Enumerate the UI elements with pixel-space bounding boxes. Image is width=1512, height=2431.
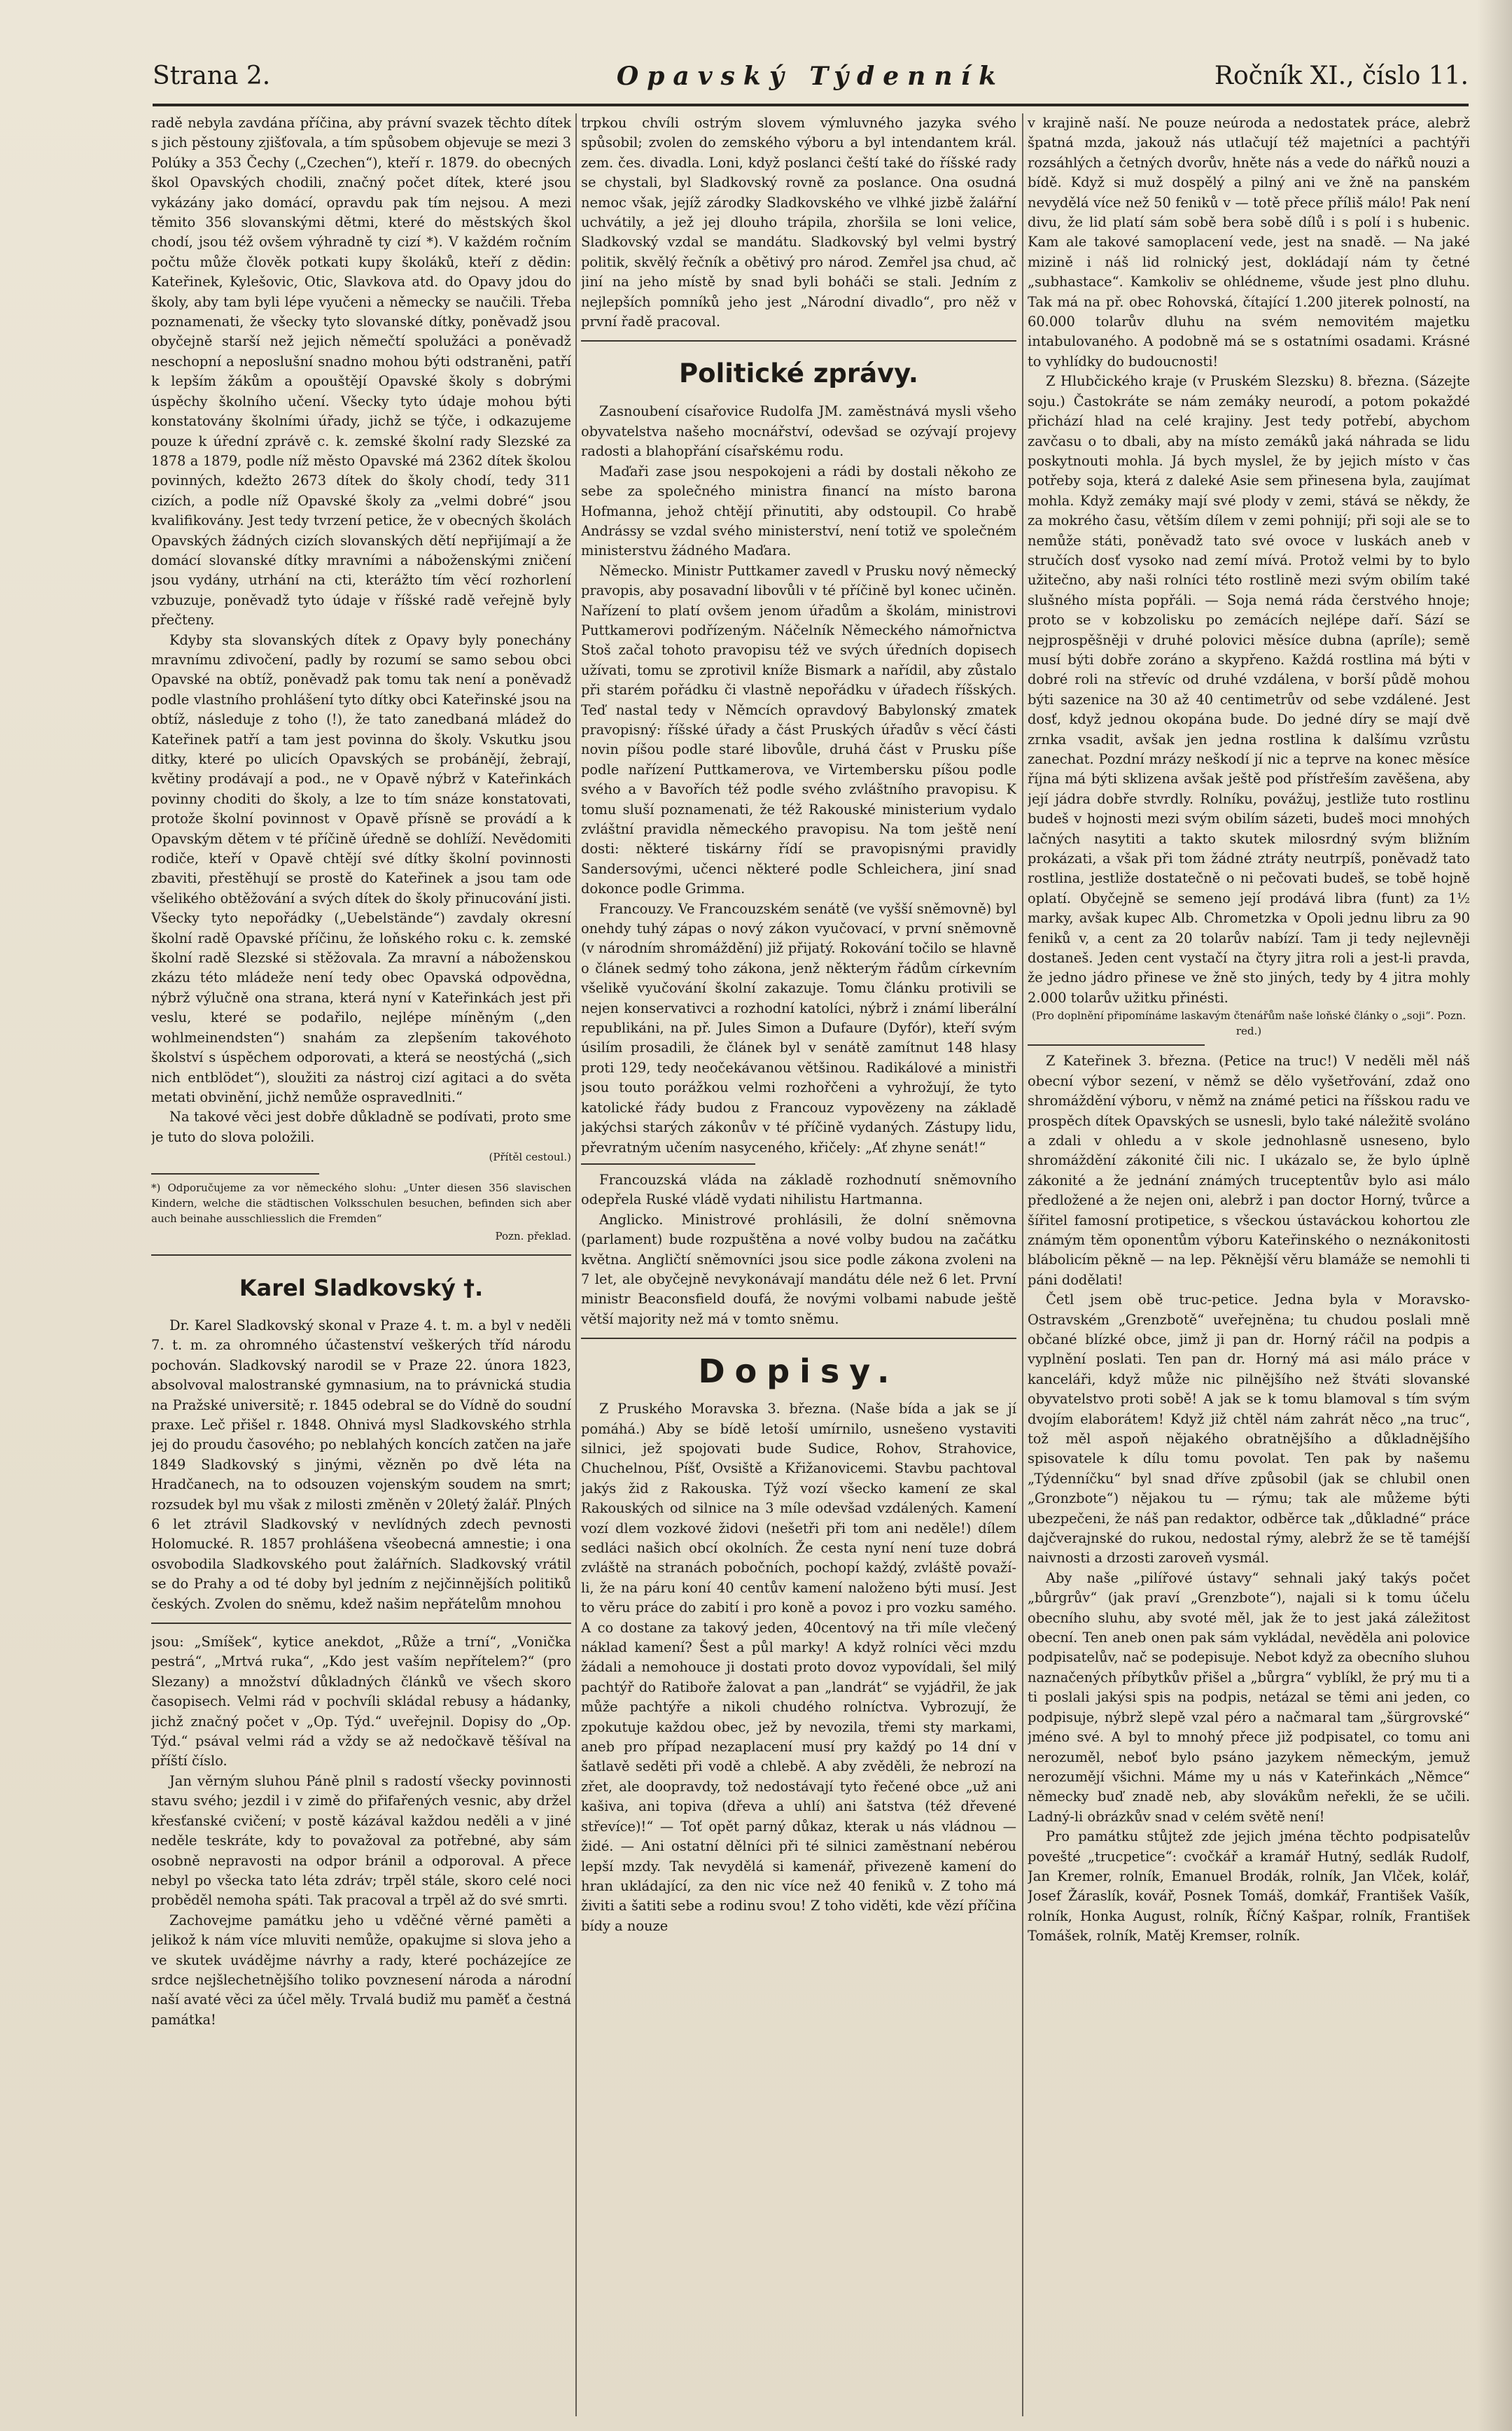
column-right: [1028, 113, 1470, 2416]
page-header: [153, 49, 1469, 109]
translator-note: Pozn. překlad.: [495, 1229, 571, 1242]
section-rule: [581, 1338, 1016, 1339]
footnote-rule: [151, 1173, 319, 1175]
article-paragraph: Zasnoubení císařovice Rudolfa JM. zaměstnává mysli všeho obyvatelstva našeho mocnářství, odevšad se ozývají projevy radosti a blahopřání císařskému rodu.: [581, 403, 1016, 460]
paragraph-rule: [1028, 1044, 1205, 1046]
article-paragraph: Z Hlubčického kraje (v Pruském Slezsku) 8. března. (Sázejte soju.) Častokráte se nám zemáky neurodí, a potom pokaždé přichází hlad na celé krajiny. Jest tedy potřebí, abychom zavčasu o to dbali, aby na místo zemáků jaká náhrada se lidu poskytnouti mohla. Já bych myslel, že by jejich místo v čas potřeby soja, která z daleké Asie sem přinesena byla, zaujímat mohla. Když zemáky mají své plody v zemi, stává se někdy, že za mokrého času, větším dílem v zemi pohnijí; při soji ale se to nemůže státi, poněvadž tato své ovoce v luskách aneb v stručích dosť vysoko nad zemí mívá. Protož velmi by to bylo užitečno, aby naši rolníci této rostlině mezi svým obilím také slušného místa popřáli. — Soja nemá ráda čerstvého hnoje; proto se v kobzolisku po zemácích nejlépe daří. Sází se nejprospěšněji v druhé polovici měsíce dubna (apríle); semě musí býti dobře zoráno a skypřeno. Každá rostlina má býti v dobré roli na střevíc od druhé vzdálena, v borší půdě mohou býti sazenice na 30 až 40 centimetrův od sebe vzdálené. Jest dosť, když jednou okopána bude. Do jedné díry se mají dvě zrnka vsadit, avšak jen jedna rostlina k dalšímu vzrůstu zanechat. Pozdní mrázy neškodí jí nic a teprve na konec měsíce října má býti sklizena avšak ještě pod přístřeším zavěšena, aby její jádra dobře stvrdly. Rolníku, povážuj, jestliže tuto rostlinu budeš v hojnosti mezi svým obilím sázeti, budeš moci mnohých lačných nasytiti a takto skutek milosrdný svým bližním prokázati, a však při tom žádné ztráty neutrpíš, poněvadž tato rostlina, jestliže dostatečně o ni pečovati budeš, se tobě hojně oplatí. Obyčejně se semeno její prodává libra (funt) za 1½ marky, avšak kupec Alb. Chrometzka v Opoli jednu libru za 90 feniků v, a cent za 20 tolarův nabízí. Tam ji tedy nejlevněji dostaneš. Jeden cent vystačí na čtyry jitra roli a jest-li pravda, že jedno jádro přinese ve žně sto jiných, tedy by 4 jitra mohly 2.000 tolarův užitku přinésti.: [1028, 373, 1470, 1006]
editorial-note: (Pro doplnění připomínáme laskavým čtenářům naše loňské články o „soji“. Pozn. red.): [1031, 1009, 1466, 1038]
paragraph-rule: [581, 1163, 755, 1165]
column-divider: [1022, 113, 1023, 2416]
article-paragraph: Z Pruského Moravska 3. března. (Naše bída a jak se jí pomáhá.) Aby se bídě letoší umírnilo, usnešeno vystaviti silnici, jež spojovati bude Sudice, Rohov, Strahovice, Chuchelnou, Píšť, Ovsiště a Křižanovicemi. Stavbu pachtoval jakýs žid z Rakouska. Týž vozí všecko kamení ze skal Rakouských od silnice na 3 míle odevšad vzdálených. Kamení vozí dlem vozkové židovi (nešetři při tom ani neděle!) dílem sedláci našich obcí okolních. Že cesta nyní není tuze dobrá zvláště na stranách pobočních, pochopí každý, zvláště považí-li, že na páru koní 40 centův kamení naloženo býti musí. Jest to věru práce do zabití i pro koně a povoz i pro vozku samého. A co dostane za takový jeden, 40centový na tři míle vlečený náklad kamení? Šest a půl marky! A když rolníci věci mzdu žádali a nemohouce ji dostati proto dovoz vypovídali, šel milý pachtýř do Ratiboře žalovat a pan „landrát“ se vyjádřil, že jak může pachtýře a nikoli chudého rolníctva. Vybrozují, že zpokutuje každou obec, jež by nevozila, třemi sty markami, aneb pro případ nezaplacení musí pry každý po 14 dní v šatlavě seděti při vodě a chlebě. A aby zvěděli, že nebrozí na zřet, ale doopravdy, tož nedostávají tyto řečené obce „už ani kašiva, ani topiva (dřeva a uhlí) ani šatstva (též dřevené střevíce)!“ — Toť opět parný důkaz, kterak u nás vládnou — židé. — Ani ostatní dělníci při té silnici zaměstnaní nebérou lepší mzdy. Tak nevydělá si kamenář, přivezeně kamení do hran ukládající, za den nic více než 40 feniků v. Z toho má živiti a šatiti sebe a rodinu svou! Z toho viděti, kde vězí příčina bídy a nouze: [581, 1401, 1016, 1934]
column-left: [151, 113, 571, 2416]
article-paragraph: v krajině naší. Ne pouze neúroda a nedostatek práce, alebrž špatná mzda, jakouž nás utlačují též majetníci a pachtýři rozsáhlých a četných dvorův, hněte nás a vede do nářků nouzi a bídě. Když si muž dospělý a pilný ani ve žně na panském nevydělá více než 50 feniků v — totě přece příliš málo! Pak není divu, že lid platí sám sobě bera sobě dílů i s polí i s hubenic. Kam ale takové samoplacení vede, jest na snadě. — Na jaké mizině i náš lid rolnický jest, dokládají nám ty četné „subhastace“. Kamkoliv se ohlédneme, všude jest plno dluhu. Tak má na př. obec Rohovská, čítající 1.200 jiterek polností, na 60.000 tolarův dluhu na svém nemovitém majetku intabulovaného. A podobně má se s ostatními osadami. Krásné to vyhlídky do budoucnosti!: [1028, 115, 1470, 370]
column-divider: [575, 113, 577, 2416]
section-title-politics: Politické zprávy.: [679, 358, 918, 389]
article-paragraph: Německo. Ministr Puttkamer zavedl v Prusku nový německý pravopis, aby posavadní libovůli v té příčině byl konec učiněn. Nařízení to platí ovšem jenom úřadům a školám, ministrovi Puttkamerovi podřízeným. Náčelník Německého námořnictva Stoš začal tohoto pravopisu též ve svých úředních dopisech užívati, tomu se zprotivil kníže Bismark a nařídil, aby zůstalo při starém pořádku či vlastně nepořádku v úřadech říšských. Teď nastal tedy v Němcích opravdový Babylonský zmatek pravopisný: říšské úřady a část Pruských úřadův s věcí části novin píšou podle staré libovůle, druhá část v Prusku píše podle nařízení Puttkamerova, ve Virtembersku píšou podle svého a v Bavořích též podle svého zvláštního pravopisu. K tomu sluší poznamenati, že též Rakouské ministerium vydalo zvláštní pravidla německého pravopisu. Na tom ještě není dosti: některé tiskárny řídí se pravopisnými pravidly Sandersovými, učenci některé podle Schleichera, jiní snad dokonce podle Grimma.: [581, 562, 1016, 897]
article-paragraph: Pro památku stůjtež zde jejich jména těchto podpisatelův povešté „trucpetice“: cvočkář a kramář Hutný, sedlák Rudolf, Jan Kremer, rolník, Emanuel Brodák, rolník, Jan Vlček, kolář, Josef Žáraslík, kovář, Posnek Tomáš, domkář, František Vašík, rolník, Honka August, rolník, Říčný Kašpar, rolník, František Tomášek, rolník, Matěj Kremser, rolník.: [1028, 1828, 1470, 1945]
article-paragraph: jsou: „Smíšek“, kytice anekdot, „Růže a trní“, „Vonička pestrá“, „Mrtvá ruka“, „Kdo jest vaším nepřítelem?“ (pro Slezany) a množství důkladných článků ve všech skoro časopisech. Velmi rád v pochvíli skládal rebusy a hádanky, jichž značný počet v „Op. Týd.“ uveřejnil. Dopisy do „Op. Týd.“ psával velmi rád a vždy se až nedočkavě těšíval na příští číslo.: [151, 1634, 571, 1770]
paper-title: Opavský Týdenník: [616, 62, 1005, 91]
article-paragraph: Maďaři zase jsou nespokojeni a rádi by dostali někoho ze sebe za společného ministra financí na místo barona Hofmanna, jehož chtějí přinutiti, aby odstoupil. Co hrabě Andrássy se vzdal svého ministerství, není totiž ve společném ministerstvu žádného Maďara.: [581, 463, 1016, 559]
column-middle: [581, 113, 1016, 2416]
section-title-sladkovsky: Karel Sladkovský †.: [239, 1274, 484, 1301]
section-rule: [151, 1623, 571, 1624]
article-paragraph: Dr. Karel Sladkovský skonal v Praze 4. t. m. a byl v neděli 7. t. m. za ohromného účastenství veškerých tříd národu pochován. Sladkovský narodil se v Praze 22. února 1823, absolvoval malostranské gymnasium, na to právnická studia na Pražské universitě; r. 1845 odebral se do Vídně do soudní praxe. Leč přišel r. 1848. Ohnivá mysl Sladkovského strhla jej do proudu časového; po neblahých koncích zatčen na jaře 1849 Sladkovský s jinými, vězněn po dvě léta na Hradčanech, na to odsouzen vojenským soudem na smrt; rozsudek byl mu však z milosti změněn v 20letý žalář. Plných 6 let ztrávil Sladkovský v nevlídných zdech pevnosti Holomucké. R. 1857 prohlášena všeobecná amnestie; i ona osvobodila Sladkovského pout žalářních. Sladkovský vrátil se do Prahy a od té doby byl jedním z nejčinnějších politiků českých. Zvolen do sněmu, kdež našim nepřátelům mnohou: [151, 1317, 571, 1612]
article-paragraph: Anglicko. Ministrové prohlásili, že dolní sněmovna (parlament) bude rozpuštěna a nové volby budou na začátku května. Angličtí sněmovníci jsou sice podle zákona zvoleni na 7 let, ale obyčejně nevykonávají mandátu déle než 6 let. První ministr Beaconsfield doufá, že novými volbami nabude ještě větší majority než má v tomto sněmu.: [581, 1211, 1016, 1327]
article-paragraph: Aby naše „pilířové ústavy“ sehnali jaký takýs počet „bůrgrův“ (jak praví „Grenzbote“), najali si k tomu účelu obecního sluhu, aby svoté měl, jak že to jest jaká záležitost obecní. Ten aneb onen pak sám vykládal, nevěděla ani polovice podpisatelův, nač se podepisuje. Nebot když za obecního sluhou naznačených příbytkův přišel a „bůrgra“ vyblíkl, že prý mu ti a ti poslali jakýsi spis na podpis, netázal se těmi ani jeden, co podpisuje, nýbrž slepě vzal péro a načmaral tam „šürgrovské“ jméno své. A byl to mnohý přece již podpisatel, co tomu ani nerozuměl, neboť bylo psáno jazykem německým, jemuž nerozumějí všichni. Máme my u nás v Kateřinkách „Němce“ německy buď znadě neb, aby slovákům neřekli, že se učili. Ladný-li obrázkův snad v celém světě není!: [1028, 1569, 1470, 1825]
article-paragraph: trpkou chvíli ostrým slovem výmluvného jazyka svého spůsobil; zvolen do zemského výboru a byl intendantem král. zem. čes. divadla. Loni, když poslanci čeští také do říšské rady se chystali, byl Sladkovský rovně za poslance. Ona osudná nemoc však, jejíž zárodky Sladkovského ve vlhké jizbě žalářní uchvátily, a jež jej dlouho trápila, zhoršila se loni velice, Sladkovský vzdal se mandátu. Sladkovský byl velmi bystrý politik, skvělý řečník a obětivý pro národ. Zemřel jsa chud, ač jiní na jeho místě by snad byli boháči se stali. Jedním z nejlepších pomníků jeho jest „Národní divadlo“, pro něž v první řadě pracoval.: [581, 115, 1016, 330]
volume-label: Ročník XI., číslo 11.: [1214, 62, 1469, 90]
article-paragraph: Na takové věci jest dobře důkladně se podívati, proto sme je tuto do slova položili.: [151, 1109, 571, 1145]
section-rule: [581, 340, 1016, 342]
page-edge-shadow: [1477, 0, 1512, 2431]
article-signature: (Přítěl cestoul.): [489, 1151, 571, 1164]
article-paragraph: Francouzy. Ve Francouzském senátě (ve vyšší sněmovně) byl onehdy tuhý zápas o nový zákon vyučovací, v první sněmovně (v národním shromáždění) již přijatý. Rokování točilo se hlavně o článek sedmý toho zákona, jenž některým řádům církevním všelikě vyučování školní zakazuje. Tomu článku protivili se nejen konservativci a rozhodní katolíci, nýbrž i známí liberální republikáni, na př. Jules Simon a Dufaure (Dyfór), kteří svým úsilím prosadili, že článek byl v senátě zamítnut 148 hlasy proti 129, tedy neočekávanou většinou. Radikálové a ministři jsou touto porážkou velmi rozhořčeni a vyhrožují, že tyto katolické řády budou z Francouz vypovězeny na základě jakýchsi starých zákonův v té příčině vydaných. Zástupy lidu, převratným učením nasyceného, křičely: „Ať zhyne senát!“: [581, 900, 1016, 1156]
article-paragraph: Zachovejme památku jeho u vděčné věrné paměti a jelikož k nám více mluviti nemůže, opakujme si slova jeho a ve skutek uvádějme návrhy a rady, které pocházejíce ze srdce nejšlechetnějšího toliko povznesení národa a národní naší avaté věci za účel měly. Trvalá budiž mu paměť a čestná památka!: [151, 1912, 571, 2028]
section-rule: [151, 1254, 571, 1256]
article-paragraph: Četl jsem obě truc-petice. Jedna byla v Moravsko-Ostravském „Grenzbotě“ uveřejněna; tu chudou poslali mně občané blízké obce, jimž ji pan dr. Horný ráčil na podpis a vyplnění poslati. Ten pan dr. Horný má asi málo práce v kanceláři, když může nic pilnějšího než štváti slovanské obyvatelstvo proti sobě! A jak se k tomu blamoval s tím svým dvojím elaborátem! Když již chtěl nám zahrát něco „na truc“, tož měl aspoň nějakého obratnějšího a důkladnějšího spisovatele k dílu tomu povolat. Ten pak by našemu „Týdenníčku“ byl snad dříve způsobil (jak se chlubil onen „Gronzbote“) nějakou tu — rýmu; tak ale můžeme býti ubezpečeni, že náš pan redaktor, odběrce tak „důkladné“ práce dajčverajnské do rukou, nedostal rýmy, alebrž že se tě taméjší naivnosti a drzosti zaroveň vysmál.: [1028, 1291, 1470, 1567]
footnote: *) Odporučujeme za vor německého slohu: „Unter diesen 356 slavischen Kindern, welche die städtischen Volksschulen besuchen, befinden sich aber auch beinahe ausschliesslich die Fremden“: [151, 1181, 571, 1225]
article-paragraph: Z Kateřinek 3. března. (Petice na truc!) V neděli měl náš obecní výbor sezení, v němž se dělo vyšetřování, zdaž ono shromáždění výboru, v němž na známé petici na říšskou radu ve prospěch dítek Opavských se usnesli, bylo také náležitě svoláno a zdali v ohledu a v skole jednohlasně usneseno, bylo shromáždění zákonité čili nic. I ukázalo se, že bylo úplně zákonité a že jednání známých truceptentův bylo asi málo předložené a že nejen oni, alebrž i pan doctor Horný, tvůrce a šířitel famosní protipetice, s všeckou ústaváckou kohortou zle známým těm oponentům výboru Kateřinského o neznákonitosti blábolicím pěkně — na lep. Pěknější věru blamáže se nemohli ti páni dodělati!: [1028, 1053, 1470, 1288]
article-paragraph: Jan věrným sluhou Páně plnil s radostí všecky povinnosti stavu svého; jezdil i v zimě do přifařených vesnic, aby držel křesťanské cvičení; v postě kázával každou neděli a v jiné neděle teskráte, kdy to považoval za potřebné, aby sám osobně nepravosti na odpor bránil a odporoval. A přece nebyl po všecka tato léta zdráv; trpěl stále, skoro celé noci proběděl nemoha spáti. Tak pracoval a trpěl až do své smrti.: [151, 1772, 571, 1909]
article-paragraph: Kdyby sta slovanských dítek z Opavy byly ponechány mravnímu zdivočení, padly by rozumí se samo sebou obci Opavské na obtíž, poněvadž pak tomu tak není a poněvadž podle vlastního prohlášení tyto dítky obci Kateřinské jsou na obtíž, následuje z toho (!), že tato zanedbaná mládež do Kateřinek patří a tam jest povinna do školy. Vskutku jsou ditky, které po ulicích Opavských se probánějí, žebrají, květiny prodávají a pod., ne v Opavě nýbrž v Kateřinkách povinny choditi do školy, a lze to tím snáze konstatovati, protože školní povinnost v Opavě přísně se provádí a k Opavským dětem v té příčině úředně se dohlíží. Nevědomiti rodiče, kteří v Opavě chtějí své dítky školní povinnosti zbaviti, přestěhují se prostě do Kateřinek a jsou tam ode všelikého obtěžování a svých dítek do školy přinucování jisti. Všecky tyto nepořádky („Uebelstände“) zavdaly okresní školní radě Opavské příčinu, že loňského roku c. k. zemské školní radě Slezské si stěžovala. Za mravní a náboženskou zkázu této mládeže není tedy obec Opavská odpovědna, nýbrž výlučně ona strana, která nyní v Kateřinkách jest při veslu, které se podařilo, nejlépe míněným („den wohlmeinendsten“) snahám za zlepšením takovéhoto školství s úspěchem odporovati, a která se neostýchá („sich nich entblödet“), sloužiti za nástroj cizí agitaci a do světa metati obvinění, jichž nemůže ospravedlniti.“: [151, 631, 571, 1105]
header-rule: [153, 104, 1469, 106]
article-paragraph: Francouzská vláda na základě rozhodnutí sněmovního odepřela Ruské vládě vydati nihilistu Hartmanna.: [581, 1171, 1016, 1208]
section-title-letters: Dopisy.: [698, 1352, 899, 1391]
article-paragraph: radě nebyla zavdána příčina, aby právní svazek těchto dítek s jich pěstouny zjišťovala, a tím spůsobem objevuje se mezi 3 Polúky a 353 Čechy („Czechen“), kteří r. 1879. do obecných škol Opavských chodili, značný počet dítek, které jsou vykázány jako domácí, opravdu pak tím nejsou. A mezi těmito 356 slovanskými dětmi, které do městských škol chodí, jsou též ovšem výhradně ty cizí *). V každém ročním počtu může člověk potkati kupy školáků, kteří z dědin: Kateřinek, Kylešovic, Otic, Slavkova atd. do Opavy jdou do školy, aby tam byli lépe vyučeni a německy se naučili. Třeba poznamenati, že všecky tyto slovanské dítky, poněvadž jsou obyčejně starší než jejich němečtí spolužáci a poněvadž neschopní a neposlušní snadno mohou býti odstraněni, patří k lepším žákům a opouštějí Opavské školy s dobrými úspěchy školního učení. Všecky tyto údaje mohou býti konstatovány školními úřady, jichž se týče, i odkazujeme pouze k úřední zprávě c. k. zemské školní rady Slezské za 1878 a 1879, podle níž město Opavské má 2362 dítek školou povinných, kdežto 2673 dítek do školy chodí, tedy 311 cizích, a podle níž Opavské školy za „velmi dobré“ jsou kvalifikovány. Jest tedy tvrzení petice, že v obecných školách Opavských žádných cizích slovanských dětí nepřijímají a že domácí slovanské dítky mravními a náboženskými zničení jsou vydány, utrhání na cti, kterážto tím věcí rozhorlení vzbuzuje, poněvadž tyto údaje v říšské radě veřejně byly přečteny.: [151, 115, 571, 629]
page-number: Strana 2.: [153, 62, 271, 90]
